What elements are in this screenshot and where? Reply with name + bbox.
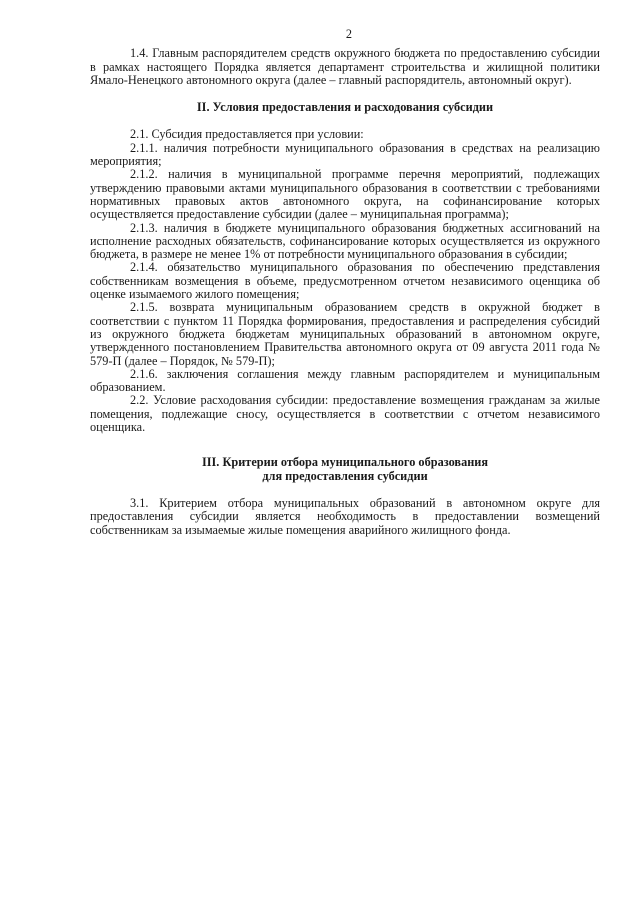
section-3-title-line-1: III. Критерии отбора муниципального образования: [201, 455, 489, 470]
paragraph-1-4: 1.4. Главным распорядителем средств окружного бюджета по предоставлению субсидии в рамках настоящего Порядка является департамент строительства и жилищной политики Ямало-Ненецкого автономного округа (далее – главный распорядитель, автономный округ).: [90, 46, 600, 87]
page-number: 2: [345, 27, 353, 41]
paragraph-2-1-1: 2.1.1. наличия потребности муниципального образования в средствах на реализацию мероприятия;: [90, 140, 600, 169]
document-page: [90, 28, 600, 537]
paragraph-2-1: 2.1. Субсидия предоставляется при условии:: [130, 127, 364, 142]
paragraph-3-1: 3.1. Критерием отбора муниципальных образований в автономном округе для предоставления субсидии является необходимость в предоставлении возмещений собственникам за изымаемые жилые помещения аварийного жилищного фонда.: [90, 495, 600, 537]
paragraph-2-2: 2.2. Условие расходования субсидии: предоставление возмещения гражданам за жилые помещения, подлежащие сносу, осуществляется в соответствии с отчетом независимого оценщика.: [90, 393, 600, 435]
paragraph-2-1-5: 2.1.5. возврата муниципальным образованием средств в окружной бюджет в соответствии с пунктом 11 Порядка формирования, предоставления и распределения субсидий из окружного бюджета бюджетам муниципальных образований в автономном округе, утвержденного постановлением Правительства автономного округа от 09 августа 2011 года № 579-П (далее – Порядок, № 579-П);: [90, 300, 600, 368]
paragraph-2-1-6: 2.1.6. заключения соглашения между главным распорядителем и муниципальным образованием.: [90, 366, 600, 395]
paragraph-2-1-2: 2.1.2. наличия в муниципальной программе перечня мероприятий, подлежащих утверждению правовыми актами муниципального образования в соответствии с требованиями нормативных правовых актов автономного округа, на софинансирование которых осуществляется предоставление субсидии (далее – муниципальная программа);: [90, 167, 600, 222]
section-3-title-line-2: для предоставления субсидии: [262, 468, 428, 483]
section-2-title: II. Условия предоставления и расходования субсидии: [196, 100, 494, 115]
section-3-title: [90, 456, 600, 483]
paragraph-2-1-4: 2.1.4. обязательство муниципального образования по обеспечению представления собственникам возмещения в объеме, предусмотренном отчетом независимого оценщика об оценке изымаемого жилого помещения;: [90, 260, 600, 302]
paragraph-2-1-3: 2.1.3. наличия в бюджете муниципального образования бюджетных ассигнований на исполнение расходных обязательств, софинансирование которых осуществляется из окружного бюджета, в размере не менее 1% от потребности муниципального образования в субсидии;: [90, 220, 600, 262]
